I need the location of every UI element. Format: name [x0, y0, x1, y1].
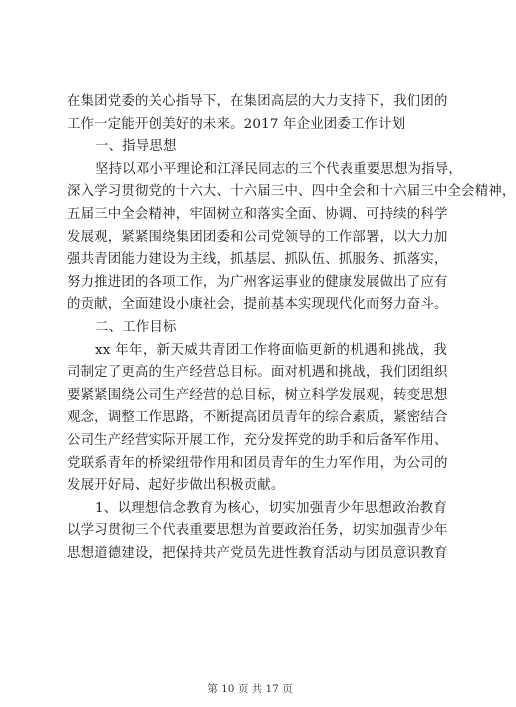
text-line: 在集团党委的关心指导下，在集团高层的大力支持下，我们团的 — [67, 94, 448, 109]
text-line: 发展观，紧紧围绕集团团委和公司党领导的工作部署，以大力加 — [67, 229, 448, 245]
text-line: 强共青团能力建设为主线，抓基层、抓队伍、抓服务、抓落实， — [67, 252, 448, 268]
document-body — [67, 91, 516, 565]
text-line: 司制定了更高的生产经营总目标。面对机遇和挑战，我们团组织 — [67, 365, 448, 381]
text-line: 要紧紧围绕公司生产经营的总目标，树立科学发展观，转变思想 — [67, 387, 448, 403]
text-line: 努力推进团的各项工作，为广州客运事业的健康发展做出了应有 — [67, 274, 448, 290]
text-line: 以学习贯彻三个代表重要思想为首要政治任务，切实加强青少年 — [67, 523, 448, 539]
text-line: 坚持以邓小平理论和江泽民同志的三个代表重要思想为指导， — [95, 161, 462, 177]
text-line: 观念，调整工作思路，不断提高团员青年的综合素质，紧密结合 — [67, 410, 448, 426]
text-line: 思想道德建设，把保持共产党员先进性教育活动与团员意识教育 — [67, 545, 448, 561]
page-number-footer: 第 10 页 共 17 页 — [207, 683, 293, 695]
section-heading: 二、工作目标 — [95, 319, 177, 335]
text-line: 1、以理想信念教育为核心，切实加强青少年思想政治教育 — [95, 500, 447, 516]
section-heading: 一、指导思想 — [95, 139, 177, 155]
text-line: 发展开好局、起好步做出积极贡献。 — [67, 478, 285, 494]
text-line: xx 年年，新天威共青团工作将面临更新的机遇和挑战，我 — [95, 342, 447, 358]
text-line: 公司生产经营实际开展工作，充分发挥党的助手和后备军作用、 — [67, 432, 448, 448]
text-line: 工作一定能开创美好的未来。2017 年企业团委工作计划 — [67, 116, 406, 132]
text-line: 五届三中全会精神，牢固树立和落实全面、协调、可持续的科学 — [67, 206, 448, 222]
text-line: 的贡献，全面建设小康社会，提前基本实现现代化而努力奋斗。 — [67, 297, 448, 313]
text-line: 深入学习贯彻党的十六大、十六届三中、四中全会和十六届三中全会精神， — [67, 184, 516, 200]
text-line: 党联系青年的桥梁纽带作用和团员青年的生力军作用，为公司的 — [67, 455, 448, 471]
